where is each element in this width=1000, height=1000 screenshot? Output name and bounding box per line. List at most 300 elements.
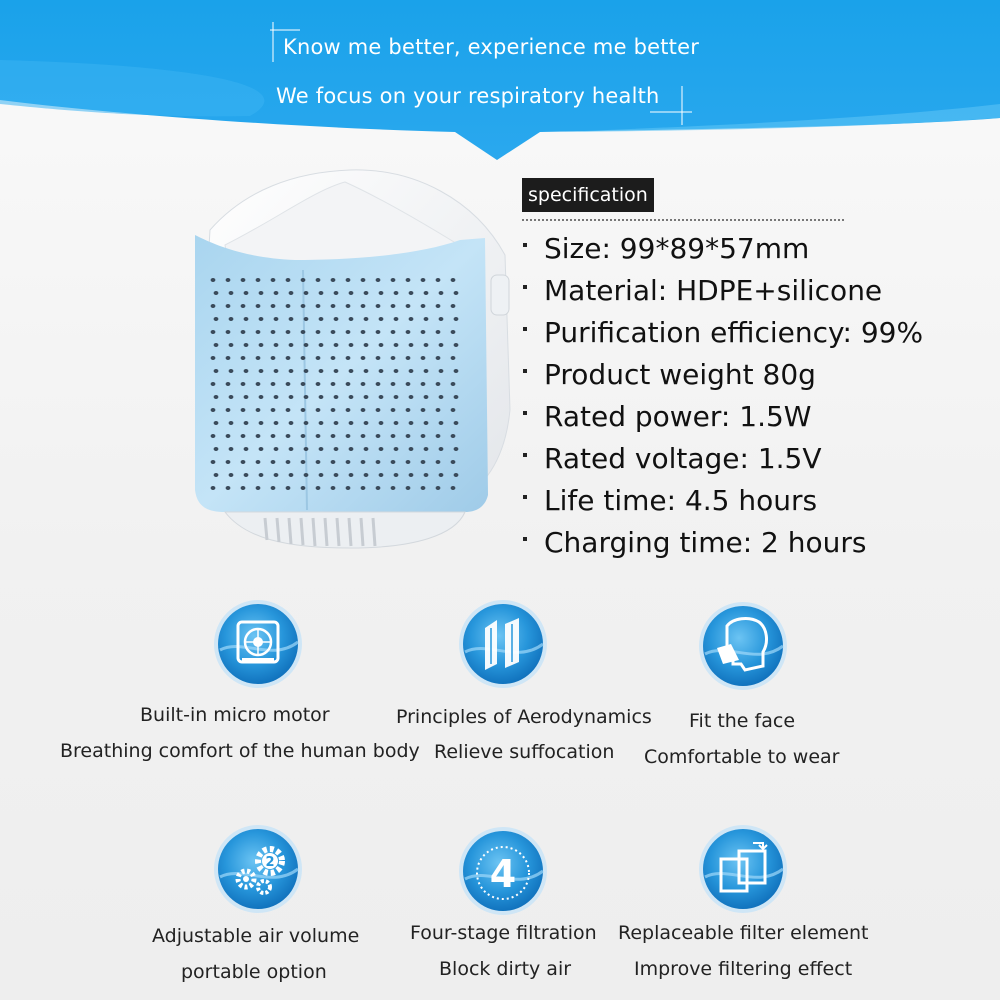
vent-hole [409,317,414,321]
bullet-icon [523,369,527,373]
vent-hole [331,304,336,308]
vent-hole [391,356,396,360]
spec-item: Rated voltage: 1.5V [520,438,923,480]
vent-hole [436,304,441,308]
vent-hole [406,382,411,386]
feature-replace-filter-title: Replaceable filter element [618,922,869,944]
vent-hole [439,421,444,425]
feature-face-title: Fit the face [689,710,796,732]
vent-hole [316,330,321,334]
spec-item: Product weight 80g [520,354,923,396]
vent-hole [244,447,249,451]
vent-hole [331,460,336,464]
vent-hole [286,278,291,282]
vent-hole [331,486,336,490]
vent-hole [244,395,249,399]
vent-hole [286,356,291,360]
vent-hole [331,278,336,282]
vent-hole [391,434,396,438]
vent-hole [361,330,366,334]
vent-hole [271,330,276,334]
vent-hole [241,460,246,464]
vent-hole [361,382,366,386]
vent-hole [439,369,444,373]
vent-hole [454,395,459,399]
vent-hole [379,395,384,399]
vent-hole [259,421,264,425]
vent-hole [301,434,306,438]
vent-hole [349,317,354,321]
vent-hole [271,434,276,438]
vent-hole [409,343,414,347]
vent-hole [394,421,399,425]
bullet-icon [523,495,527,499]
vent-hole [406,278,411,282]
vent-hole [271,460,276,464]
vent-hole [349,343,354,347]
vent-hole [439,317,444,321]
vent-hole [454,317,459,321]
vent-hole [319,421,324,425]
feature-air-volume-subtitle: portable option [181,961,327,983]
vent-hole [301,304,306,308]
vent-hole [451,434,456,438]
feature-replace-filter-subtitle: Improve filtering effect [634,958,853,980]
vent-hole [379,473,384,477]
vent-hole [226,382,231,386]
vent-hole [394,369,399,373]
vent-hole [274,317,279,321]
vent-hole [259,369,264,373]
bullet-icon [523,453,527,457]
vent-hole [301,460,306,464]
vent-hole [361,434,366,438]
vent-hole [424,447,429,451]
vent-hole [319,369,324,373]
vent-hole [241,304,246,308]
face-icon [697,600,789,692]
vent-hole [349,291,354,295]
vent-hole [394,447,399,451]
vent-hole [406,304,411,308]
vent-hole [256,356,261,360]
vent-hole [424,473,429,477]
vent-hole [289,395,294,399]
vent-hole [451,408,456,412]
vent-hole [406,330,411,334]
vent-hole [226,486,231,490]
vent-hole [421,304,426,308]
vent-hole [316,382,321,386]
vent-hole [424,291,429,295]
vent-hole [346,434,351,438]
vent-hole [211,278,216,282]
vent-hole [346,460,351,464]
vent-hole [334,343,339,347]
vent-hole [331,356,336,360]
vent-hole [439,343,444,347]
vent-hole [379,343,384,347]
vent-hole [211,460,216,464]
vent-hole [391,486,396,490]
vent-hole [271,304,276,308]
mask-product-image [185,160,520,555]
vent-hole [334,317,339,321]
vent-hole [439,473,444,477]
vent-hole [319,291,324,295]
vent-hole [394,473,399,477]
vent-hole [256,434,261,438]
feature-aerodynamics-subtitle: Relieve suffocation [434,741,615,763]
vent-hole [451,330,456,334]
vent-hole [301,278,306,282]
vent-hole [271,382,276,386]
vent-hole [376,460,381,464]
vent-hole [379,421,384,425]
vent-hole [364,421,369,425]
vent-hole [349,473,354,477]
bullet-icon [523,285,527,289]
vent-hole [319,343,324,347]
bullet-icon [523,243,527,247]
feature-filtration-subtitle: Block dirty air [439,958,572,980]
vent-hole [361,304,366,308]
vent-hole [424,343,429,347]
vent-hole [379,447,384,451]
vent-hole [304,317,309,321]
vent-hole [286,486,291,490]
vent-hole [244,369,249,373]
vent-hole [214,421,219,425]
vent-hole [421,434,426,438]
vent-hole [361,460,366,464]
vent-hole [334,473,339,477]
vent-hole [316,356,321,360]
vent-hole [454,473,459,477]
vent-hole [259,291,264,295]
vent-hole [214,369,219,373]
vent-hole [286,460,291,464]
feature-face-subtitle: Comfortable to wear [644,746,840,768]
vent-hole [304,291,309,295]
vent-hole [454,421,459,425]
vent-hole [409,447,414,451]
vent-hole [211,330,216,334]
vent-hole [226,408,231,412]
vent-hole [451,460,456,464]
vent-hole [274,369,279,373]
bullet-icon [523,327,527,331]
gear-badge: 2 [265,855,275,870]
spec-item: Rated power: 1.5W [520,396,923,438]
vent-hole [409,473,414,477]
vent-hole [241,486,246,490]
vent-hole [211,486,216,490]
vent-hole [451,356,456,360]
vent-hole [286,434,291,438]
headline-primary: Know me better, experience me better [283,35,700,59]
vent-hole [229,369,234,373]
vent-hole [451,304,456,308]
vent-hole [289,473,294,477]
vent-hole [241,382,246,386]
vent-hole [361,278,366,282]
vent-hole [439,447,444,451]
vent-hole [454,369,459,373]
vent-hole [394,395,399,399]
vent-hole [379,291,384,295]
vent-hole [406,460,411,464]
vent-hole [304,343,309,347]
vent-hole [229,395,234,399]
vent-hole [391,304,396,308]
vent-hole [211,408,216,412]
vent-hole [451,382,456,386]
vent-hole [436,356,441,360]
vent-hole [376,408,381,412]
vent-hole [274,473,279,477]
divider [522,219,844,221]
vent-hole [346,382,351,386]
vent-hole [436,408,441,412]
vent-hole [259,473,264,477]
vent-hole [334,291,339,295]
vent-hole [349,369,354,373]
vent-hole [364,473,369,477]
vent-hole [424,369,429,373]
vent-hole [286,408,291,412]
vent-hole [316,460,321,464]
vent-hole [289,421,294,425]
vent-hole [421,356,426,360]
vent-hole [286,382,291,386]
vent-hole [301,408,306,412]
vent-hole [226,278,231,282]
vent-hole [349,447,354,451]
vent-hole [364,317,369,321]
vent-hole [364,447,369,451]
vent-hole [289,447,294,451]
vent-hole [409,369,414,373]
vent-hole [271,408,276,412]
vent-hole [421,382,426,386]
vent-hole [391,278,396,282]
vent-hole [334,369,339,373]
vent-hole [229,447,234,451]
vent-hole [361,486,366,490]
spec-item: Charging time: 2 hours [520,522,923,564]
vent-hole [409,291,414,295]
vent-hole [334,395,339,399]
vent-hole [454,447,459,451]
vent-hole [424,395,429,399]
vent-hole [421,486,426,490]
vent-hole [376,382,381,386]
vent-hole [214,317,219,321]
vent-hole [244,421,249,425]
vent-hole [319,447,324,451]
vent-hole [331,382,336,386]
vent-hole [304,369,309,373]
vent-hole [256,460,261,464]
vent-hole [439,291,444,295]
vent-hole [271,486,276,490]
vent-hole [451,278,456,282]
vent-hole [226,330,231,334]
vent-hole [211,304,216,308]
vent-hole [331,408,336,412]
spec-item: Life time: 4.5 hours [520,480,923,522]
vent-hole [256,330,261,334]
vent-hole [409,395,414,399]
vent-hole [376,356,381,360]
vent-hole [241,330,246,334]
vent-hole [211,382,216,386]
vent-hole [229,291,234,295]
vent-hole [406,434,411,438]
vent-hole [304,395,309,399]
filtration-icon [457,825,549,917]
vent-hole [319,317,324,321]
vent-hole [241,278,246,282]
vent-hole [421,278,426,282]
vent-hole [259,395,264,399]
vent-hole [391,408,396,412]
vent-hole [391,382,396,386]
vent-hole [244,473,249,477]
vent-hole [406,356,411,360]
vent-hole [346,304,351,308]
vent-hole [256,278,261,282]
feature-air-volume-title: Adjustable air volume [152,925,360,947]
feature-motor-subtitle: Breathing comfort of the human body [60,740,420,762]
vent-hole [436,486,441,490]
vent-hole [391,330,396,334]
vent-hole [394,317,399,321]
filtration-badge: 4 [489,852,517,896]
headline-secondary: We focus on your respiratory health [276,84,660,108]
vent-hole [424,421,429,425]
vent-hole [229,343,234,347]
vent-hole [394,343,399,347]
vent-hole [436,460,441,464]
spec-item: Purification efficiency: 99% [520,312,923,354]
vent-hole [244,343,249,347]
vent-hole [241,434,246,438]
vent-hole [229,421,234,425]
vent-hole [214,473,219,477]
vent-hole [226,304,231,308]
vent-hole [436,278,441,282]
vent-hole [316,304,321,308]
vent-hole [331,434,336,438]
vent-hole [436,434,441,438]
vent-hole [214,395,219,399]
vent-hole [259,343,264,347]
aerodynamics-icon [457,598,549,690]
motor-icon [212,598,304,690]
vent-hole [214,291,219,295]
vent-hole [229,317,234,321]
vent-hole [454,291,459,295]
bullet-icon [523,411,527,415]
vent-hole [451,486,456,490]
vent-hole [289,291,294,295]
feature-aerodynamics-title: Principles of Aerodynamics [396,706,652,728]
vent-hole [406,486,411,490]
vent-hole [406,408,411,412]
vent-hole [421,408,426,412]
vent-hole [241,356,246,360]
vent-hole [334,421,339,425]
vent-hole [391,460,396,464]
vent-hole [436,330,441,334]
vent-hole [346,356,351,360]
vent-hole [436,382,441,386]
vent-hole [226,460,231,464]
vent-hole [394,291,399,295]
vent-hole [286,304,291,308]
vent-hole [274,395,279,399]
replace-filter-icon [697,823,789,915]
vent-hole [316,486,321,490]
vent-hole [304,447,309,451]
feature-filtration-title: Four-stage filtration [410,922,597,944]
vent-hole [349,421,354,425]
vent-hole [271,356,276,360]
vent-hole [214,447,219,451]
vent-hole [244,291,249,295]
vent-hole [349,395,354,399]
vent-hole [229,473,234,477]
vent-hole [346,330,351,334]
vent-hole [364,291,369,295]
vent-hole [424,317,429,321]
vent-hole [439,395,444,399]
vent-hole [301,382,306,386]
vent-hole [376,278,381,282]
feature-motor-title: Built-in micro motor [140,704,330,726]
vent-hole [376,434,381,438]
vent-hole [286,330,291,334]
vent-hole [241,408,246,412]
vent-hole [214,343,219,347]
vent-hole [304,473,309,477]
vent-hole [346,408,351,412]
vent-hole [376,486,381,490]
bullet-icon [523,537,527,541]
vent-hole [376,304,381,308]
vent-hole [259,317,264,321]
vent-hole [256,382,261,386]
vent-hole [271,278,276,282]
vent-hole [301,486,306,490]
vent-hole [256,304,261,308]
vent-hole [346,278,351,282]
vent-hole [316,278,321,282]
spec-item: Size: 99*89*57mm [520,228,923,270]
vent-hole [211,434,216,438]
vent-hole [274,447,279,451]
vent-hole [361,356,366,360]
vent-hole [226,356,231,360]
vent-hole [421,460,426,464]
vent-hole [364,343,369,347]
vent-hole [301,356,306,360]
vent-hole [364,395,369,399]
vent-hole [304,421,309,425]
vent-hole [289,369,294,373]
